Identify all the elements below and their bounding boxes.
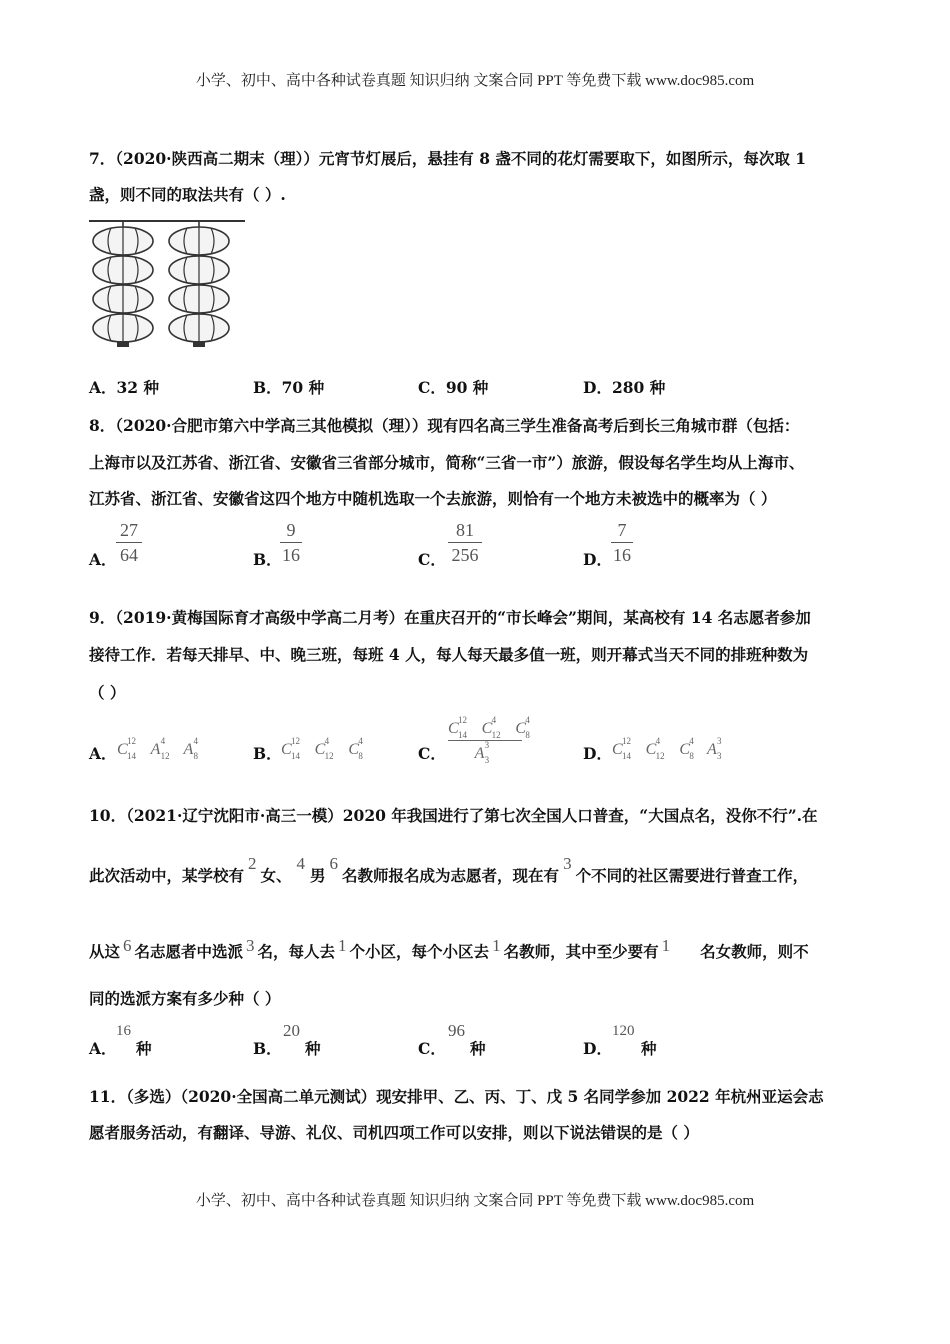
q9-option-d-expression	[612, 736, 728, 761]
fraction-numerator: 27	[120, 520, 138, 540]
q9-line2: 接待工作．若每天排早、中、晚三班，每班 4 人，每人每天最多值一班，则开幕式当天不同的排班种数为	[89, 645, 809, 664]
fraction-numerator: 9	[286, 520, 296, 540]
q10-line1: 10．（2021·辽宁沈阳市·高三一模）2020 年我国进行了第七次全国人口普查，“大国点名，没你不行”.在	[89, 806, 818, 825]
math-letter: A	[183, 741, 194, 758]
math-sup: 12	[291, 736, 300, 746]
math-sub: 14	[127, 751, 136, 761]
q10-line3-text: 从这	[89, 942, 121, 961]
q10-line2-text: 个不同的社区需要进行普查工作，	[575, 866, 809, 885]
q10-num-1c: 1	[661, 936, 671, 955]
q9-option-b-label[interactable]: B．	[253, 744, 282, 763]
fraction-numerator: 7	[617, 520, 627, 540]
math-letter: C	[679, 741, 691, 758]
fraction-denominator: 16	[613, 545, 631, 565]
page-header: 小学、初中、高中各种试卷真题 知识归纳 文案合同 PPT 等免费下载 www.doc985.com	[195, 73, 755, 89]
math-letter: C	[314, 741, 326, 758]
math-sup: 3	[717, 736, 722, 746]
math-sub: 3	[717, 751, 722, 761]
q10-num-2: 2	[248, 854, 257, 873]
fraction-denominator: 256	[451, 545, 479, 565]
q10-option-a-label[interactable]: A．	[89, 1039, 117, 1058]
math-letter: C	[612, 741, 623, 758]
q8-option-a-label[interactable]: A．	[89, 550, 117, 569]
q9-line3: （ ）	[89, 683, 126, 702]
q10-line3-text: 个小区，每个小区去	[349, 942, 490, 961]
q10-line3-text: 名志愿者中选派	[134, 942, 244, 961]
math-sub: 12	[491, 730, 501, 740]
fraction-denominator: 16	[282, 545, 300, 565]
math-sup: 4	[491, 715, 497, 725]
q9-option-d-label[interactable]: D．	[583, 744, 612, 763]
q10-line2-text: 此次活动中，某学校有	[89, 866, 245, 885]
q8-option-d-label[interactable]: D．	[583, 550, 612, 569]
math-letter: C	[348, 741, 360, 758]
math-sup: 3	[484, 740, 490, 750]
math-sup: 4	[525, 715, 530, 725]
q8-line1: 8．（2020·合肥市第六中学高三其他模拟（理））现有四名高三学生准备高考后到长三角城市群（包括：	[89, 416, 800, 435]
q7-option-b[interactable]: B．70 种	[253, 378, 325, 397]
fraction-numerator: 81	[456, 520, 474, 540]
q7-line1: 7．（2020·陕西高二期末（理））元宵节灯展后，悬挂有 8 盏不同的花灯需要取下，如图所示，每次取 1	[89, 149, 807, 168]
math-sub: 14	[291, 751, 300, 761]
q11-line1: 11．（多选）（2020·全国高二单元测试）现安排甲、乙、丙、丁、戊 5 名同学参加 2022 年杭州亚运会志	[89, 1087, 824, 1106]
math-sup: 4	[655, 736, 661, 746]
math-letter: A	[150, 741, 161, 758]
math-sub: 12	[655, 751, 665, 761]
q10-option-c-label[interactable]: C．	[418, 1039, 446, 1058]
q10-num-4: 4	[296, 854, 306, 873]
math-sub: 8	[689, 751, 694, 761]
q8-option-b-fraction	[280, 519, 302, 566]
math-letter: C	[515, 720, 527, 737]
fraction-denominator: 64	[120, 545, 138, 565]
q8-option-d-fraction	[611, 519, 633, 566]
math-sub: 14	[622, 751, 631, 761]
q10-line3-text: 名女教师，则不	[700, 942, 809, 961]
q8-option-c-label[interactable]: C．	[418, 550, 446, 569]
math-sub: 8	[358, 751, 363, 761]
q10-num-1a: 1	[338, 936, 347, 955]
q10-num-6: 6	[329, 854, 339, 873]
math-sup: 4	[160, 736, 166, 746]
math-sup: 12	[458, 715, 467, 725]
q10-option-d-label[interactable]: D．	[583, 1039, 612, 1058]
math-letter: C	[117, 741, 128, 758]
math-letter: C	[281, 741, 292, 758]
math-letter: A	[707, 741, 717, 758]
q10-line3	[89, 936, 809, 962]
q8-option-a-fraction	[116, 519, 142, 566]
math-sub: 8	[193, 751, 198, 761]
math-sub: 12	[160, 751, 170, 761]
q10-option-a-unit: 种	[136, 1039, 152, 1058]
math-sup: 12	[127, 736, 136, 746]
q11-line2: 愿者服务活动，有翻译、导游、礼仪、司机四项工作可以安排，则以下说法错误的是（ ）	[89, 1123, 699, 1142]
q10-line4: 同的选派方案有多少种（ ）	[89, 989, 281, 1008]
math-sup: 4	[193, 736, 198, 746]
q10-num-3b: 3	[246, 936, 255, 955]
math-letter: C	[645, 741, 657, 758]
math-letter: C	[481, 720, 493, 737]
q10-line2-text: 名教师报名成为志愿者，现在有	[342, 866, 560, 885]
q10-option-a-value: 16	[116, 1023, 131, 1039]
q10-option-c-unit: 种	[470, 1039, 486, 1058]
q9-option-b-expression	[281, 736, 374, 761]
q10-option-d-value: 120	[612, 1023, 635, 1039]
math-sup: 4	[689, 736, 694, 746]
q10-line2-text: 女、	[260, 866, 292, 885]
math-sub: 12	[324, 751, 334, 761]
q10-num-3: 3	[563, 854, 572, 873]
lanterns-figure	[87, 215, 247, 355]
q9-option-a-expression	[117, 736, 208, 761]
math-sub: 3	[484, 755, 490, 765]
math-sup: 4	[324, 736, 330, 746]
q10-line2-text: 男	[310, 866, 326, 885]
math-letter: C	[448, 720, 459, 737]
math-sup: 4	[358, 736, 363, 746]
q9-option-c-fraction	[448, 715, 530, 765]
page-footer: 小学、初中、高中各种试卷真题 知识归纳 文案合同 PPT 等免费下载 www.doc985.com	[195, 1193, 755, 1209]
math-sub: 8	[525, 730, 530, 740]
fraction-denominator	[474, 740, 496, 765]
q7-line2: 盏，则不同的取法共有（ ）.	[89, 185, 286, 204]
q10-line3-text: 名教师，其中至少要有	[503, 942, 659, 961]
q10-option-b-unit: 种	[305, 1039, 321, 1058]
q7-option-c[interactable]: C．90 种	[418, 378, 489, 397]
q10-option-b-label[interactable]: B．	[253, 1039, 282, 1058]
q8-option-c-fraction	[448, 519, 482, 566]
math-sub: 14	[458, 730, 467, 740]
math-sup: 12	[622, 736, 631, 746]
q8-line3: 江苏省、浙江省、安徽省这四个地方中随机选取一个去旅游，则恰有一个地方未被选中的概率为（ ）	[89, 489, 777, 508]
q10-num-1b: 1	[492, 936, 501, 955]
q9-option-c-label[interactable]: C．	[418, 744, 446, 763]
q9-line1: 9．（2019·黄梅国际育才高级中学高二月考）在重庆召开的“市长峰会”期间，某高校有 14 名志愿者参加	[89, 608, 811, 627]
q10-option-d-unit: 种	[641, 1039, 657, 1058]
q7-option-d[interactable]: D．280 种	[583, 378, 666, 397]
q10-num-6b: 6	[123, 936, 132, 955]
q10-line3-text: 名，每人去	[257, 942, 336, 961]
q9-option-a-label[interactable]: A．	[89, 744, 117, 763]
math-letter: A	[474, 745, 485, 762]
q10-option-b-value: 20	[283, 1021, 300, 1040]
q8-option-b-label[interactable]: B．	[253, 550, 282, 569]
q7-option-a[interactable]: A．32 种	[89, 378, 159, 397]
q10-option-c-value: 96	[448, 1021, 465, 1040]
q10-line2	[89, 854, 809, 886]
fraction-numerator	[448, 715, 541, 740]
q8-line2: 上海市以及江苏省、浙江省、安徽省三省部分城市，简称“三省一市”）旅游，假设每名学生均从上海市、	[89, 453, 805, 472]
